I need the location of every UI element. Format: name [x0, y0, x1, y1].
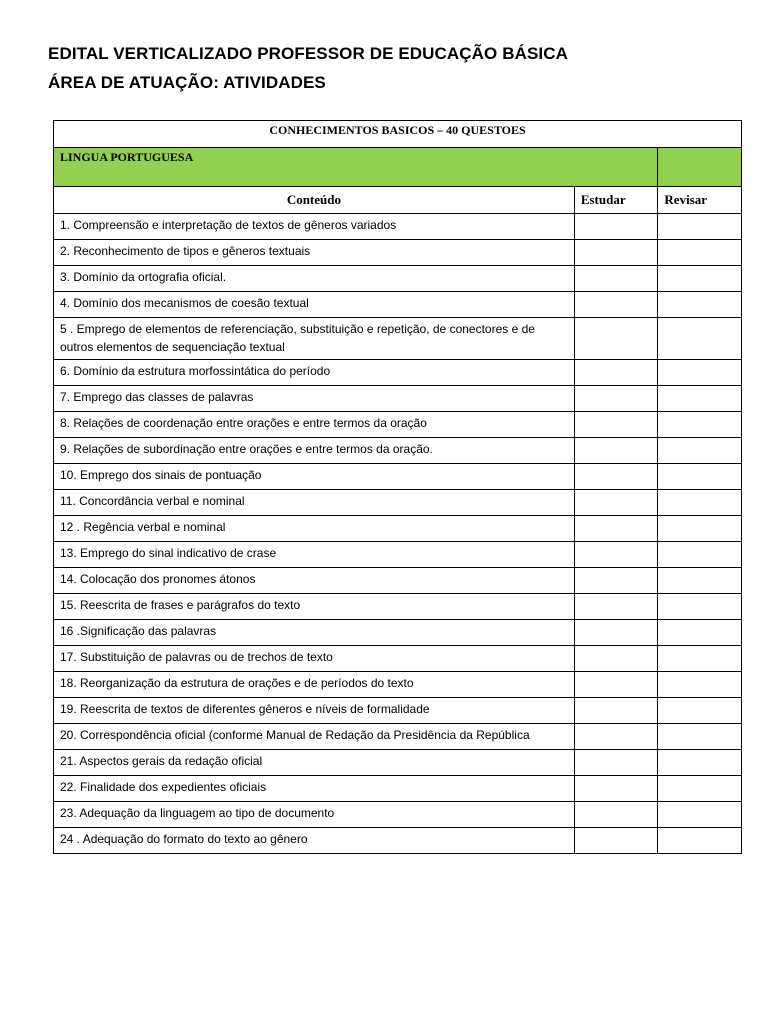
subject-row: [54, 148, 742, 187]
subject-name: LINGUA PORTUGUESA: [54, 148, 658, 187]
study-check-cell[interactable]: [574, 568, 658, 594]
table-row: [54, 516, 742, 542]
table-row: [54, 568, 742, 594]
table-row: [54, 828, 742, 854]
content-item: 7. Emprego das classes de palavras: [54, 386, 575, 412]
table-row: [54, 802, 742, 828]
table-row: [54, 292, 742, 318]
table-row: [54, 646, 742, 672]
document-title: EDITAL VERTICALIZADO PROFESSOR DE EDUCAÇÃO BÁSICA: [48, 44, 568, 63]
review-check-cell[interactable]: [658, 214, 742, 240]
study-check-cell[interactable]: [574, 594, 658, 620]
content-item: 14. Colocação dos pronomes átonos: [54, 568, 575, 594]
study-check-cell[interactable]: [574, 516, 658, 542]
study-check-cell[interactable]: [574, 266, 658, 292]
table-row: [54, 266, 742, 292]
review-check-cell[interactable]: [658, 698, 742, 724]
study-check-cell[interactable]: [574, 542, 658, 568]
table-row: [54, 412, 742, 438]
content-item: 19. Reescrita de textos de diferentes gêneros e níveis de formalidade: [54, 698, 575, 724]
review-check-cell[interactable]: [658, 750, 742, 776]
content-item: 3. Domínio da ortografia oficial.: [54, 266, 575, 292]
study-check-cell[interactable]: [574, 620, 658, 646]
content-item: 22. Finalidade dos expedientes oficiais: [54, 776, 575, 802]
study-checklist-table: [53, 120, 742, 854]
table-row: [54, 318, 742, 360]
content-item: 11. Concordância verbal e nominal: [54, 490, 575, 516]
content-item: 20. Correspondência oficial (conforme Manual de Redação da Presidência da República: [54, 724, 575, 750]
review-check-cell[interactable]: [658, 292, 742, 318]
study-check-cell[interactable]: [574, 214, 658, 240]
review-check-cell[interactable]: [658, 672, 742, 698]
study-check-cell[interactable]: [574, 240, 658, 266]
study-check-cell[interactable]: [574, 750, 658, 776]
review-check-cell[interactable]: [658, 464, 742, 490]
review-check-cell[interactable]: [658, 490, 742, 516]
table-row: [54, 542, 742, 568]
content-item: 13. Emprego do sinal indicativo de crase: [54, 542, 575, 568]
table-row: [54, 776, 742, 802]
content-item: 16 .Significação das palavras: [54, 620, 575, 646]
study-check-cell[interactable]: [574, 490, 658, 516]
review-check-cell[interactable]: [658, 594, 742, 620]
table-row: [54, 750, 742, 776]
table-row: [54, 698, 742, 724]
content-item: 15. Reescrita de frases e parágrafos do texto: [54, 594, 575, 620]
study-check-cell[interactable]: [574, 386, 658, 412]
content-item: 24 . Adequação do formato do texto ao gênero: [54, 828, 575, 854]
study-check-cell[interactable]: [574, 360, 658, 386]
review-check-cell[interactable]: [658, 240, 742, 266]
content-item: 6. Domínio da estrutura morfossintática do período: [54, 360, 575, 386]
study-check-cell[interactable]: [574, 646, 658, 672]
content-item: 5 . Emprego de elementos de referenciação, substituição e repetição, de conectores e de outros elementos de sequenciação textual: [54, 318, 575, 360]
table-row: [54, 490, 742, 516]
review-check-cell[interactable]: [658, 620, 742, 646]
content-item: 2. Reconhecimento de tipos e gêneros textuais: [54, 240, 575, 266]
review-check-cell[interactable]: [658, 412, 742, 438]
review-check-cell[interactable]: [658, 438, 742, 464]
table-row: [54, 672, 742, 698]
content-item: 18. Reorganização da estrutura de orações e de períodos do texto: [54, 672, 575, 698]
review-check-cell[interactable]: [658, 318, 742, 360]
column-header-content: Conteúdo: [54, 187, 575, 214]
content-item: 8. Relações de coordenação entre orações e entre termos da oração: [54, 412, 575, 438]
review-check-cell[interactable]: [658, 802, 742, 828]
content-item: 12 . Regência verbal e nominal: [54, 516, 575, 542]
content-item: 17. Substituição de palavras ou de trechos de texto: [54, 646, 575, 672]
study-check-cell[interactable]: [574, 412, 658, 438]
study-check-cell[interactable]: [574, 292, 658, 318]
review-check-cell[interactable]: [658, 516, 742, 542]
table-row: [54, 724, 742, 750]
review-check-cell[interactable]: [658, 542, 742, 568]
table-row: [54, 438, 742, 464]
content-item: 21. Aspectos gerais da redação oficial: [54, 750, 575, 776]
table-row: [54, 620, 742, 646]
column-header-review: Revisar: [658, 187, 742, 214]
content-item: 10. Emprego dos sinais de pontuação: [54, 464, 575, 490]
review-check-cell[interactable]: [658, 386, 742, 412]
study-check-cell[interactable]: [574, 776, 658, 802]
review-check-cell[interactable]: [658, 724, 742, 750]
table-row: [54, 594, 742, 620]
content-item: 1. Compreensão e interpretação de textos de gêneros variados: [54, 214, 575, 240]
study-check-cell[interactable]: [574, 672, 658, 698]
study-check-cell[interactable]: [574, 438, 658, 464]
review-check-cell[interactable]: [658, 266, 742, 292]
subject-row-empty-cell: [658, 148, 742, 187]
study-check-cell[interactable]: [574, 828, 658, 854]
content-item: 9. Relações de subordinação entre orações e entre termos da oração.: [54, 438, 575, 464]
table-row: [54, 386, 742, 412]
study-check-cell[interactable]: [574, 318, 658, 360]
review-check-cell[interactable]: [658, 828, 742, 854]
review-check-cell[interactable]: [658, 360, 742, 386]
content-item: 23. Adequação da linguagem ao tipo de documento: [54, 802, 575, 828]
document-subtitle: ÁREA DE ATUAÇÃO: ATIVIDADES: [48, 73, 326, 92]
section-title-row: [54, 121, 742, 148]
content-item: 4. Domínio dos mecanismos de coesão textual: [54, 292, 575, 318]
review-check-cell[interactable]: [658, 776, 742, 802]
table-row: [54, 464, 742, 490]
column-header-row: [54, 187, 742, 214]
study-check-cell[interactable]: [574, 698, 658, 724]
study-check-cell[interactable]: [574, 802, 658, 828]
section-title: CONHECIMENTOS BASICOS – 40 QUESTOES: [54, 121, 742, 148]
table-row: [54, 214, 742, 240]
review-check-cell[interactable]: [658, 568, 742, 594]
table-row: [54, 240, 742, 266]
table-row: [54, 360, 742, 386]
study-check-cell[interactable]: [574, 724, 658, 750]
review-check-cell[interactable]: [658, 646, 742, 672]
column-header-study: Estudar: [574, 187, 658, 214]
study-check-cell[interactable]: [574, 464, 658, 490]
